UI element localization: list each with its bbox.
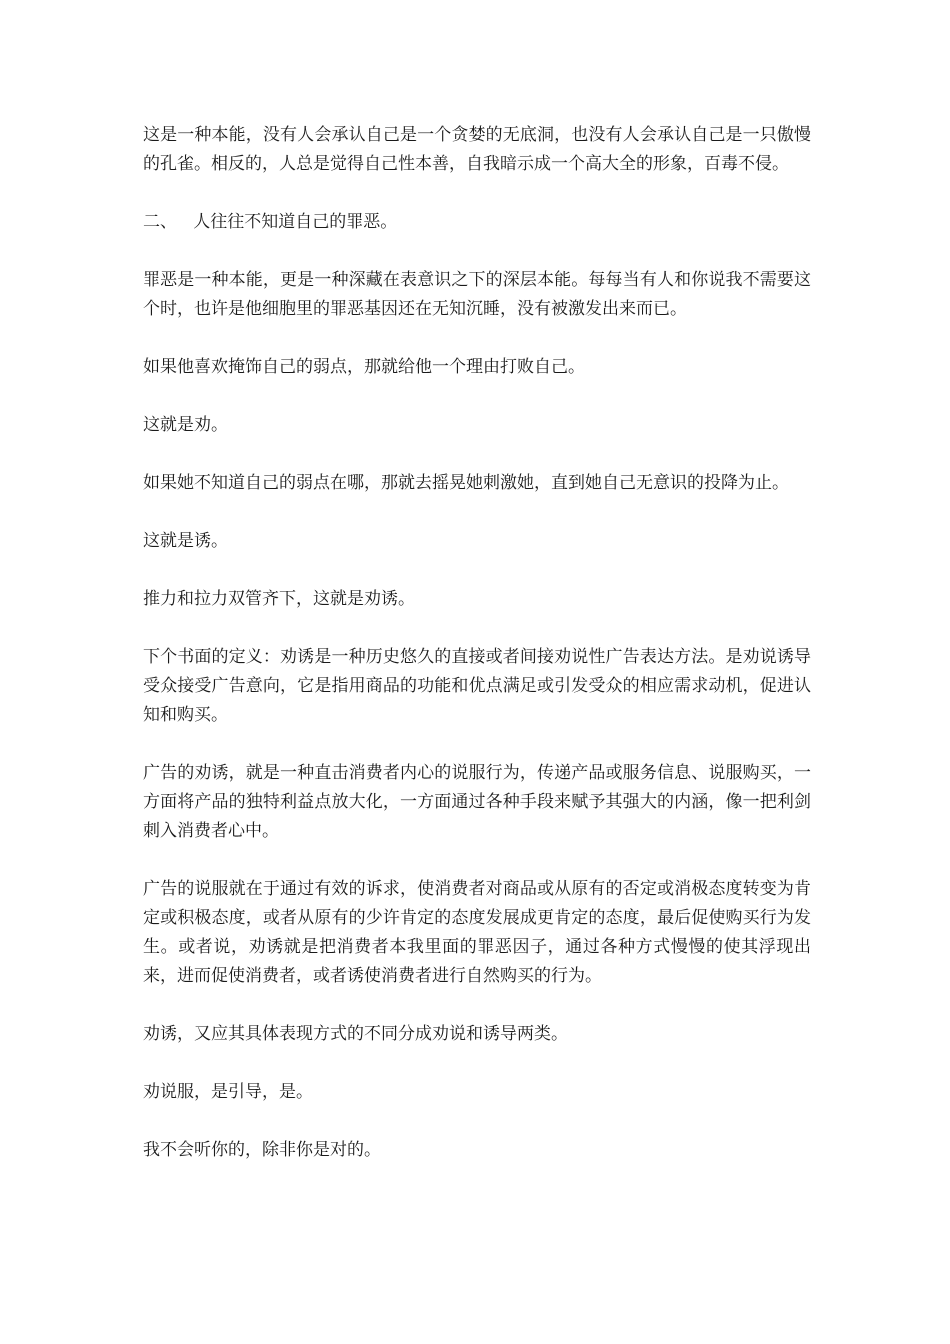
paragraph-ad-persuasion: 广告的劝诱，就是一种直击消费者内心的说服行为，传递产品或服务信息、说服购买，一方面将产品的独特利益点放大化，一方面通过各种手段来赋予其强大的内涵，像一把利剑刺入消费者心中。 [143,763,811,841]
paragraph-definition: 下个书面的定义：劝诱是一种历史悠久的直接或者间接劝说性广告表达方法。是劝说诱导受众接受广告意向，它是指用商品的功能和优点满足或引发受众的相应需求动机，促进认知和购买。 [143,647,811,725]
section-heading-two: 二、 人往往不知道自己的罪恶。 [143,212,398,232]
paragraph-shake-her: 如果她不知道自己的弱点在哪，那就去摇晃她刺激她，直到她自己无意识的投降为止。 [143,473,789,493]
document-body [143,121,811,1194]
paragraph-instinct: 这是一种本能，没有人会承认自己是一个贪婪的无底洞，也没有人会承认自己是一只傲慢的孔雀。相反的，人总是觉得自己性本善，自我暗示成一个高大全的形象，百毒不侵。 [143,125,811,174]
paragraph-hide-weakness: 如果他喜欢掩饰自己的弱点，那就给他一个理由打败自己。 [143,357,585,377]
paragraph-two-categories: 劝诱，又应其具体表现方式的不同分成劝说和诱导两类。 [143,1024,568,1044]
paragraph-persuade-guide: 劝说服，是引导，是。 [143,1082,313,1102]
paragraph-this-is-lure: 这就是诱。 [143,531,228,551]
paragraph-this-is-persuade: 这就是劝。 [143,415,228,435]
paragraph-evil-instinct: 罪恶是一种本能，更是一种深藏在表意识之下的深层本能。每每当有人和你说我不需要这个时，也许是他细胞里的罪恶基因还在无知沉睡，没有被激发出来而已。 [143,270,811,319]
paragraph-unless-right: 我不会听你的，除非你是对的。 [143,1140,381,1160]
paragraph-ad-convincing: 广告的说服就在于通过有效的诉求，使消费者对商品或从原有的否定或消极态度转变为肯定或积极态度，或者从原有的少许肯定的态度发展成更肯定的态度，最后促使购买行为发生。或者说，劝诱就是把消费者本我里面的罪恶因子，通过各种方式慢慢的使其浮现出来，进而促使消费者，或者诱使消费者进行自然购买的行为。 [143,879,811,986]
paragraph-push-pull: 推力和拉力双管齐下，这就是劝诱。 [143,589,415,609]
